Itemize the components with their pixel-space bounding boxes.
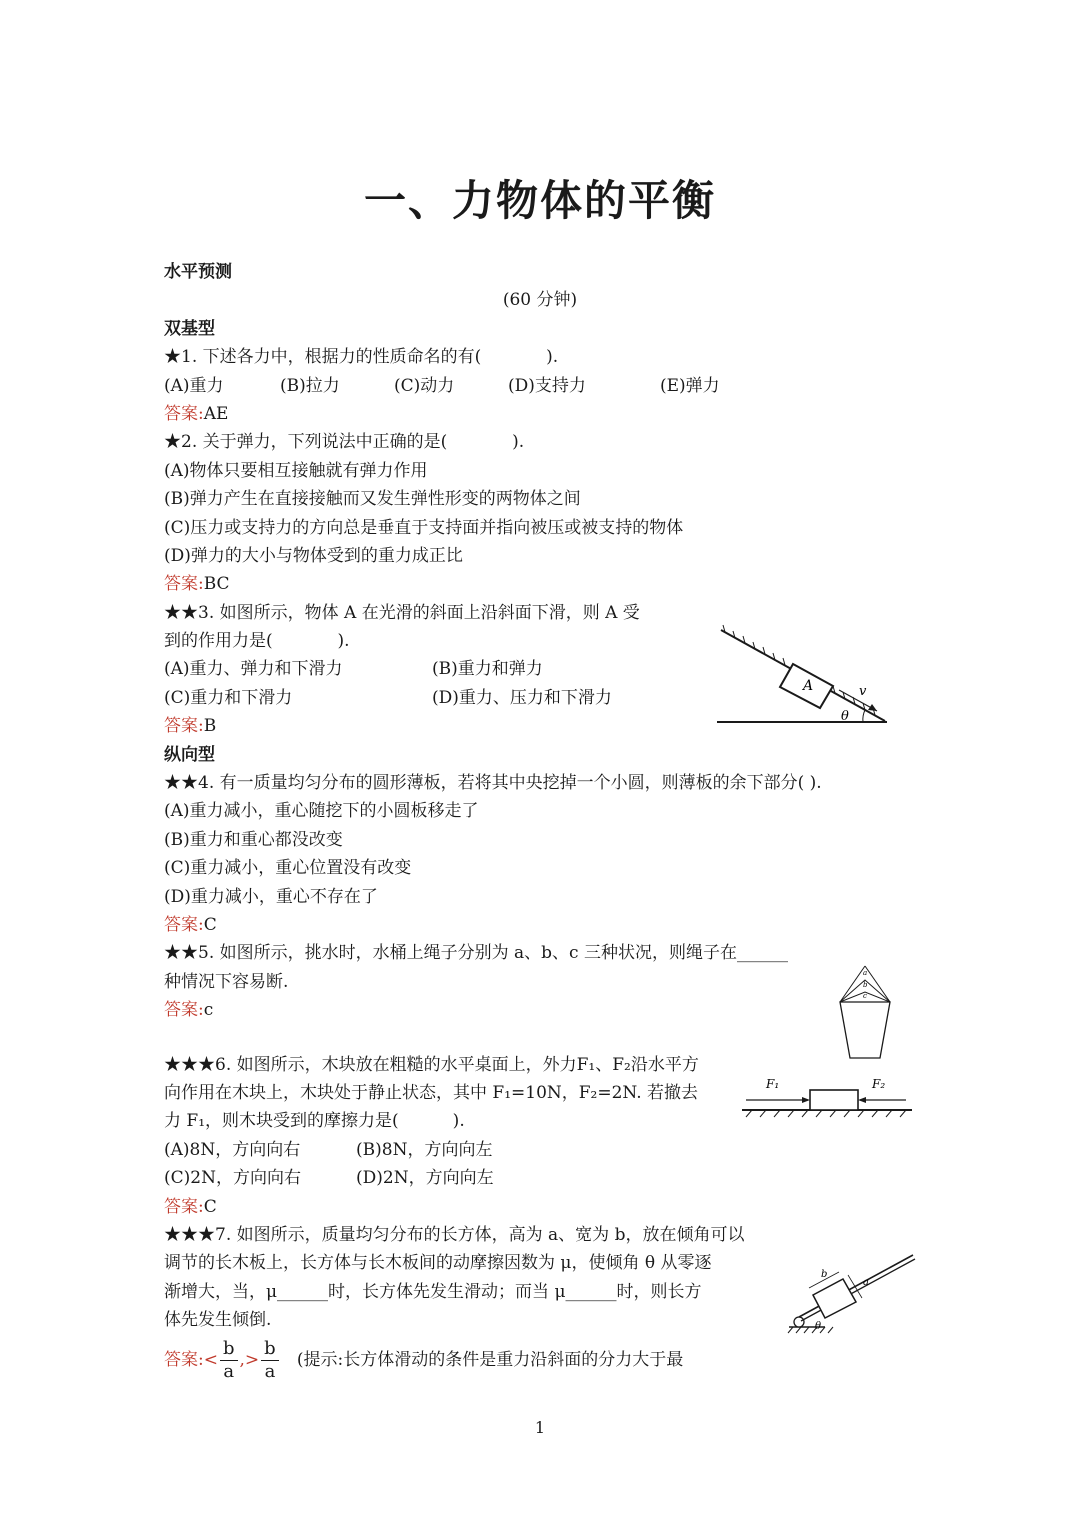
option-d: (D)弹力的大小与物体受到的重力成正比 [164,545,463,566]
option-a: (A)重力 [164,375,224,396]
option-a: (A)8N，方向向右 [164,1139,301,1160]
answer-value: AE [203,403,229,424]
option-d: (D)支持力 [508,375,586,396]
answer-4 [164,911,924,939]
option-e: (E)弹力 [660,375,720,396]
answer-label: 答案: [164,574,204,595]
option-b: (B)8N，方向向左 [356,1139,493,1160]
option-a: (A)重力、弹力和下滑力 [164,659,343,680]
answer-value: c [203,1000,214,1021]
question-3-line-2: 到的作用力是( ). [164,631,350,652]
answer-label: 答案: [164,403,204,424]
question-1: ★1. 下述各力中，根据力的性质命名的有( ). [164,347,559,368]
option-c: (C)动力 [394,375,455,396]
answer-label: 答案: [164,1350,204,1371]
rope-c-label: c [863,992,867,1000]
fraction-b-over-a [220,1338,238,1383]
spacer [164,1025,924,1051]
wood-block [810,1090,858,1110]
question-6-line-3: 力 F₁，则木块受到的摩擦力是( ). [164,1111,465,1132]
option-c: (C)压力或支持力的方向总是垂直于支持面并指向被压或被支持的物体 [164,517,684,538]
width-label: b [821,1269,828,1280]
figure-incline-block [715,622,890,728]
question-3-line-1: ★★3. 如图所示，物体 A 在光滑的斜面上沿斜面下滑，则 A 受 [164,602,640,623]
option-d: (D)2N，方向向左 [356,1168,494,1189]
fraction-b-over-a [261,1338,279,1383]
answer-value: BC [203,574,230,595]
answer-6 [164,1193,924,1221]
question-1-options [164,372,924,400]
question-4: ★★4. 有一质量均匀分布的圆形薄板，若将其中央挖掉一个小圆，则薄板的余下部分( ). [164,773,822,794]
bucket [840,1002,890,1058]
option-b: (B)拉力 [280,375,340,396]
option-c: (C)重力和下滑力 [164,687,293,708]
question-2: ★2. 关于弹力，下列说法中正确的是( ). [164,432,525,453]
answer-5 [164,996,924,1024]
angle-label: θ [815,1321,822,1332]
force-f2-label: F₂ [872,1077,886,1091]
angle-label: θ [841,709,849,724]
force-f1-label: F₁ [766,1077,780,1091]
question-7-line-1: ★★★7. 如图所示，质量均匀分布的长方体，高为 a、宽为 b，放在倾角可以 [164,1224,745,1245]
cuboid [813,1279,856,1318]
fraction-numerator: b [220,1338,238,1361]
question-5-line-2: 种情况下容易断. [164,971,289,992]
board-bottom [801,1259,915,1321]
figure-bucket-ropes [835,962,897,1062]
page-number: 1 [534,1418,546,1437]
velocity-label: v [859,684,867,699]
fraction-numerator: b [261,1338,279,1361]
velocity-arrowhead [868,704,877,711]
answer-label: 答案: [164,914,204,935]
fraction-denominator: a [223,1360,235,1382]
height-label: a [863,1277,869,1288]
question-6-line-1: ★★★6. 如图所示，木块放在粗糙的水平桌面上，外力F₁、F₂沿水平方 [164,1054,699,1075]
question-7-line-4: 体先发生倾倒. [164,1310,272,1331]
ground-hatching [788,1327,833,1333]
option-c: (C)重力减小，重心位置没有改变 [164,858,412,879]
force-f1-arrowhead [802,1097,810,1103]
figure-box-incline [785,1245,920,1337]
question-6-options-ab [164,1136,924,1164]
block-label: A [803,678,814,694]
rope-a-label: a [863,969,868,977]
question-7-line-3: 渐增大，当，μ______时，长方体先发生滑动；而当 μ______时，则长方 [164,1281,702,1302]
page-title: 一、力物体的平衡 [363,176,716,225]
answer-value: B [203,716,217,737]
answer-hint: (提示:长方体滑动的条件是重力沿斜面的分力大于最 [280,1350,684,1371]
option-b: (B)弹力产生在直接接触而又发生弹性形变的两物体之间 [164,489,581,510]
rope-b-label: b [863,981,868,989]
question-6-line-2: 向作用在木块上，木块处于静止状态，其中 F₁=10N，F₂=2N. 若撤去 [164,1082,699,1103]
fraction-denominator: a [264,1360,276,1382]
answer-value: C [203,914,217,935]
answer-lt: < [203,1350,218,1371]
option-a: (A)重力减小，重心随挖下的小圆板移走了 [164,801,479,822]
answer-7 [164,1334,924,1386]
answer-2 [164,570,924,598]
figure-block-forces [740,1074,918,1120]
part-heading-basic: 双基型 [164,318,215,339]
time-limit: (60 分钟) [502,290,578,311]
force-f2-arrowhead [858,1097,866,1103]
option-d: (D)重力减小，重心不存在了 [164,886,378,907]
option-a: (A)物体只要相互接触就有弹力作用 [164,460,428,481]
answer-label: 答案: [164,1000,204,1021]
option-c: (C)2N，方向向右 [164,1168,301,1189]
hinge [794,1317,804,1327]
angle-arc [863,710,865,722]
table-hatching [746,1110,906,1117]
part-heading-vertical: 纵向型 [164,744,215,765]
answer-label: 答案: [164,716,204,737]
answer-1 [164,400,924,428]
board-top [799,1255,913,1317]
answer-value: C [203,1196,217,1217]
document-body [164,258,924,1386]
option-d: (D)重力、压力和下滑力 [432,687,612,708]
question-7-line-2: 调节的长木板上，长方体与长木板间的动摩擦因数为 μ，使倾角 θ 从零逐 [164,1253,712,1274]
question-5-line-1: ★★5. 如图所示，挑水时，水桶上绳子分别为 a、b、c 三种状况，则绳子在______ [164,943,788,964]
option-b: (B)重力和重心都没改变 [164,829,343,850]
question-6-options-cd [164,1164,924,1192]
option-b: (B)重力和弹力 [432,659,543,680]
answer-gt: ,> [239,1350,260,1371]
section-heading: 水平预测 [164,262,232,282]
answer-label: 答案: [164,1196,204,1217]
